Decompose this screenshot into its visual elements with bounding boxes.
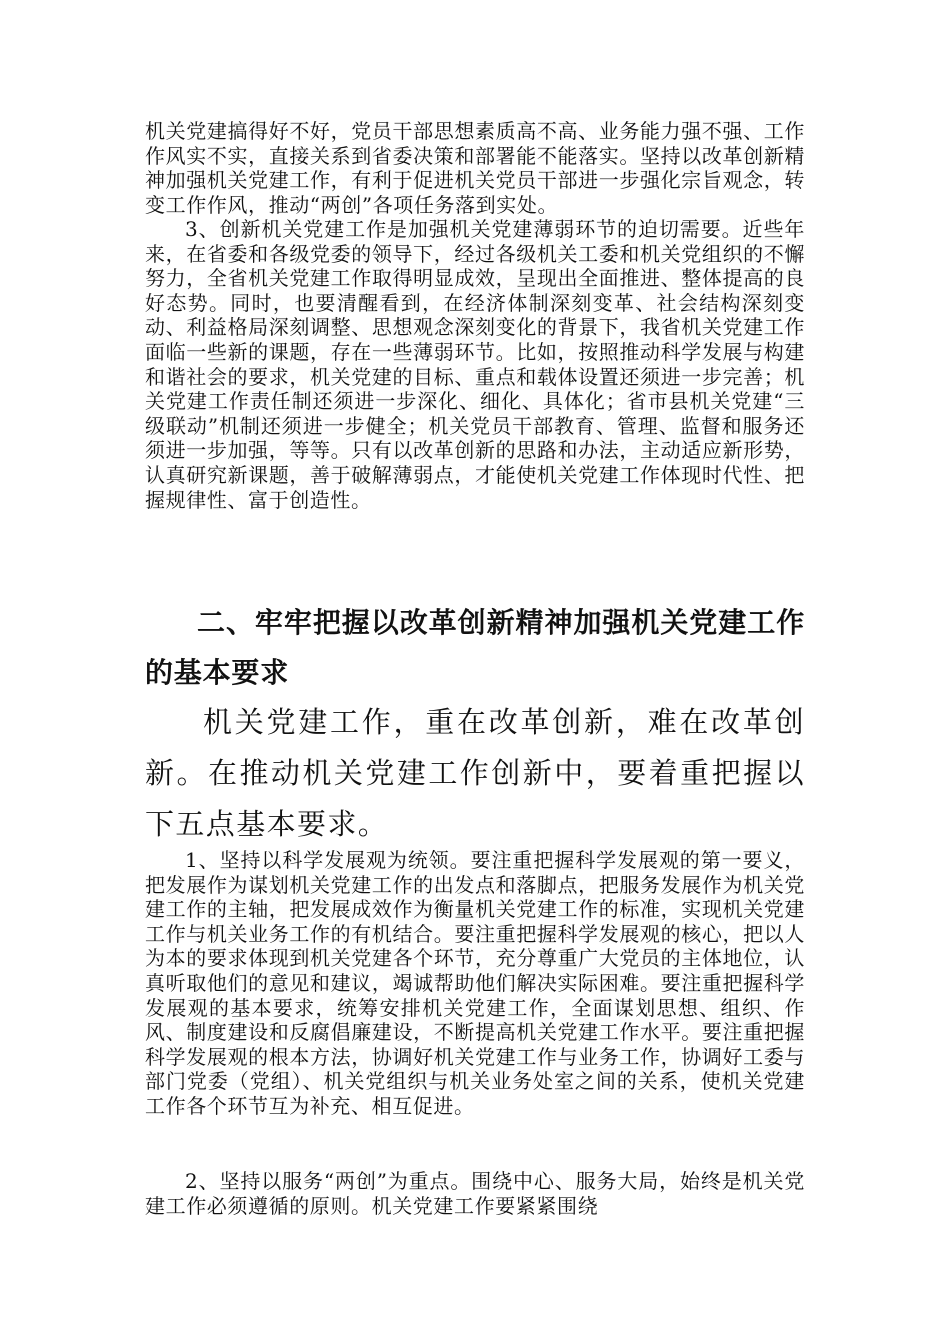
body-paragraph-4: 1、坚持以科学发展观为统领。要注重把握科学发展观的第一要义，把发展作为谋划机关党建工作的出发点和落脚点，把服务发展作为机关党建工作的主轴，把发展成效作为衡量机关党建工作的标准，实现机关党建工作与机关业务工作的有机结合。要注重把握科学发展观的核心，把以人为本的要求体现到机关党建各个环节，充分尊重广大党员的主体地位，认真听取他们的意见和建议，竭诚帮助他们解决实际困难。要注重把握科学发展观的基本要求，统筹安排机关党建工作，全面谋划思想、组织、作风、制度建设和反腐倡廉建设，不断提高机关党建工作水平。要注重把握科学发展观的根本方法，协调好机关党建工作与业务工作，协调好工委与部门党委（党组）、机关党组织与机关业务处室之间的关系，使机关党建工作各个环节互为补充、相互促进。 bbox=[145, 848, 805, 1118]
section-intro-paragraph: 机关党建工作，重在改革创新，难在改革创新。在推动机关党建工作创新中，要着重把握以下五点基本要求。 bbox=[145, 705, 805, 841]
body-paragraph-5: 2、坚持以服务“两创”为重点。围绕中心、服务大局，始终是机关党建工作必须遵循的原则。机关党建工作要紧紧围绕 bbox=[145, 1169, 805, 1218]
body-paragraph-2: 3、创新机关党建工作是加强机关党建薄弱环节的迫切需要。近些年来，在省委和各级党委的领导下，经过各级机关工委和机关党组织的不懈努力，全省机关党建工作取得明显成效，呈现出全面推进、整体提高的良好态势。同时，也要清醒看到，在经济体制深刻变革、社会结构深刻变动、利益格局深刻调整、思想观念深刻变化的背景下，我省机关党建工作面临一些新的课题，存在一些薄弱环节。比如，按照推动科学发展与构建和谐社会的要求，机关党建的目标、重点和载体设置还须进一步完善；机关党建工作责任制还须进一步深化、细化、具体化；省市县机关党建“三级联动”机制还须进一步健全；机关党员干部教育、管理、监督和服务还须进一步加强，等等。只有以改革创新的思路和办法，主动适应新形势，认真研究新课题，善于破解薄弱点，才能使机关党建工作体现时代性、把握规律性、富于创造性。 bbox=[145, 217, 805, 512]
section-heading-2: 二、牢牢把握以改革创新精神加强机关党建工作的基本要求 bbox=[145, 606, 805, 689]
body-paragraph-1: 机关党建搞得好不好，党员干部思想素质高不高、业务能力强不强、工作作风实不实，直接关系到省委决策和部署能不能落实。坚持以改革创新精神加强机关党建工作，有利于促进机关党员干部进一步强化宗旨观念，转变工作作风，推动“两创”各项任务落到实处。 bbox=[145, 119, 805, 217]
